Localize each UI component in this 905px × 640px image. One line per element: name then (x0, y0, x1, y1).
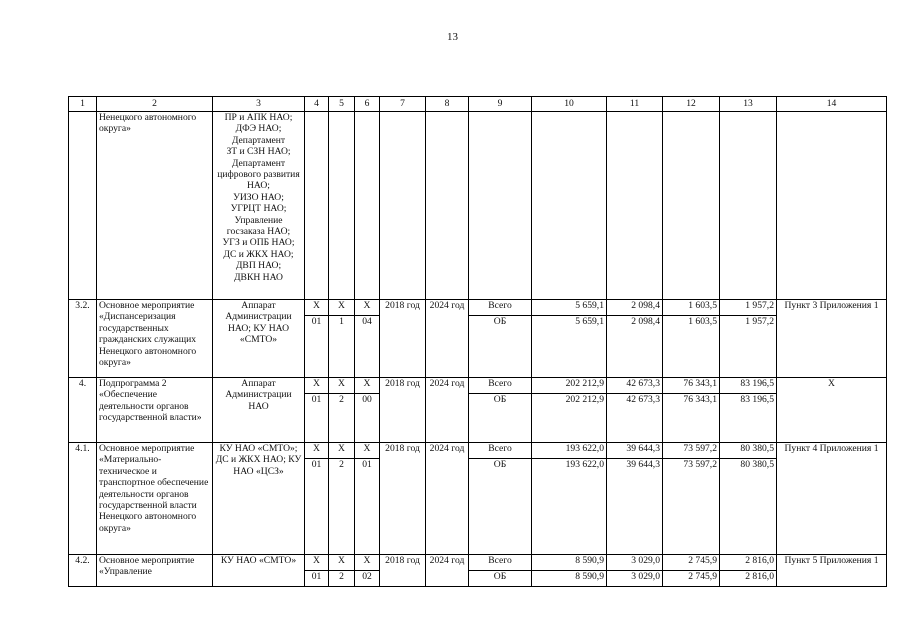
empty-cell (426, 112, 469, 300)
code-col-6: 01 (355, 459, 380, 555)
table-row (69, 443, 887, 459)
code-col-4: 01 (305, 571, 329, 587)
amount-year-3: 1 957,2 (720, 300, 777, 316)
responsible-line: Управление (234, 214, 283, 226)
responsible-cell (213, 112, 305, 300)
activity-name: Подпрограмма 2 «Обеспечение деятельности органов государственной власти» (97, 378, 213, 443)
amount-year-3: 83 196,5 (720, 394, 777, 443)
amount-year-3: 80 380,5 (720, 459, 777, 555)
amount-year-1: 2 098,4 (607, 316, 663, 378)
end-year: 2024 год (426, 555, 469, 587)
page-number: 13 (447, 31, 458, 43)
amount-year-2: 2 745,9 (663, 555, 720, 571)
continuation-row (69, 112, 887, 300)
amount-year-2: 76 343,1 (663, 378, 720, 394)
amount-total: 193 622,0 (532, 443, 607, 459)
amount-year-2: 1 603,5 (663, 316, 720, 378)
responsible-line: УГЗ и ОПБ НАО; (222, 237, 295, 249)
responsible-line: УГРЦТ НАО; (230, 203, 287, 215)
header-cell: 2 (97, 97, 213, 112)
amount-year-1: 39 644,3 (607, 443, 663, 459)
amount-year-1: 42 673,3 (607, 378, 663, 394)
code-col-5: X (329, 300, 355, 316)
header-row (69, 97, 887, 112)
start-year: 2018 год (380, 300, 426, 378)
amount-year-1: 2 098,4 (607, 300, 663, 316)
header-cell: 5 (329, 97, 355, 112)
code-col-6: X (355, 300, 380, 316)
amount-total: 8 590,9 (532, 555, 607, 571)
amount-year-1: 42 673,3 (607, 394, 663, 443)
responsible-executor: Аппарат Администрации НАО (213, 378, 305, 443)
amount-total: 8 590,9 (532, 571, 607, 587)
num-cell (69, 112, 97, 300)
row-number: 4. (69, 378, 97, 443)
empty-cell (663, 112, 720, 300)
code-col-5: 2 (329, 571, 355, 587)
amount-year-2: 1 603,5 (663, 300, 720, 316)
row-number: 4.2. (69, 555, 97, 587)
table-row (69, 378, 887, 394)
header-cell: 11 (607, 97, 663, 112)
amount-year-2: 2 745,9 (663, 571, 720, 587)
responsible-line: ДС и ЖКХ НАО; (223, 248, 294, 260)
empty-cell (469, 112, 532, 300)
note-reference: Пункт 3 Приложения 1 (777, 300, 887, 378)
code-col-4: 01 (305, 316, 329, 378)
responsible-line: НАО; (247, 180, 270, 192)
empty-cell (305, 112, 329, 300)
code-col-6: 02 (355, 571, 380, 587)
end-year: 2024 год (426, 378, 469, 443)
code-col-5: 1 (329, 316, 355, 378)
header-cell: 1 (69, 97, 97, 112)
start-year: 2018 год (380, 555, 426, 587)
responsible-line: ПР и АПК НАО; (224, 112, 293, 123)
table-row (69, 300, 887, 316)
amount-year-2: 76 343,1 (663, 394, 720, 443)
header-cell: 8 (426, 97, 469, 112)
responsible-line: цифрового развития (217, 169, 300, 181)
header-cell: 14 (777, 97, 887, 112)
responsible-line: УИЗО НАО; (233, 191, 284, 203)
amount-year-1: 39 644,3 (607, 459, 663, 555)
amount-total: 193 622,0 (532, 459, 607, 555)
amount-year-3: 80 380,5 (720, 443, 777, 459)
empty-cell (380, 112, 426, 300)
funding-source: Всего (469, 378, 532, 394)
empty-cell (355, 112, 380, 300)
funding-source: ОБ (469, 571, 532, 587)
header-cell: 7 (380, 97, 426, 112)
funding-source: ОБ (469, 316, 532, 378)
name-cell: Ненецкого автономного округа» (97, 112, 213, 300)
code-col-6: 04 (355, 316, 380, 378)
amount-year-1: 3 029,0 (607, 571, 663, 587)
end-year: 2024 год (426, 300, 469, 378)
code-col-6: X (355, 378, 380, 394)
amount-total: 202 212,9 (532, 378, 607, 394)
start-year: 2018 год (380, 443, 426, 555)
code-col-5: X (329, 443, 355, 459)
code-col-6: X (355, 443, 380, 459)
program-table (68, 96, 887, 587)
responsible-executor: Аппарат Администрации НАО; КУ НАО «СМТО» (213, 300, 305, 378)
activity-name: Основное мероприятие «Управление (97, 555, 213, 587)
code-col-5: X (329, 555, 355, 571)
start-year: 2018 год (380, 378, 426, 443)
end-year: 2024 год (426, 443, 469, 555)
note-reference: X (777, 378, 887, 443)
funding-source: Всего (469, 300, 532, 316)
code-col-5: 2 (329, 459, 355, 555)
row-number: 3.2. (69, 300, 97, 378)
empty-cell (532, 112, 607, 300)
funding-source: ОБ (469, 459, 532, 555)
code-col-4: X (305, 300, 329, 316)
responsible-line: Департамент (231, 134, 286, 146)
funding-source: Всего (469, 555, 532, 571)
header-cell: 3 (213, 97, 305, 112)
code-col-4: X (305, 378, 329, 394)
empty-cell (720, 112, 777, 300)
note-reference: Пункт 5 Приложения 1 (777, 555, 887, 587)
header-cell: 10 (532, 97, 607, 112)
header-cell: 9 (469, 97, 532, 112)
code-col-4: 01 (305, 459, 329, 555)
empty-cell (329, 112, 355, 300)
table-row (69, 555, 887, 571)
amount-year-2: 73 597,2 (663, 443, 720, 459)
empty-cell (607, 112, 663, 300)
note-reference: Пункт 4 Приложения 1 (777, 443, 887, 555)
code-col-5: 2 (329, 394, 355, 443)
code-col-6: X (355, 555, 380, 571)
header-cell: 12 (663, 97, 720, 112)
amount-year-3: 2 816,0 (720, 571, 777, 587)
header-cell: 13 (720, 97, 777, 112)
responsible-line: ДВКН НАО (234, 271, 283, 283)
amount-year-3: 83 196,5 (720, 378, 777, 394)
amount-year-2: 73 597,2 (663, 459, 720, 555)
amount-total: 5 659,1 (532, 316, 607, 378)
code-col-4: X (305, 443, 329, 459)
activity-name: Основное мероприятие «Диспансеризация государственных гражданских служащих Ненецкого автономного округа» (97, 300, 213, 378)
code-col-5: X (329, 378, 355, 394)
amount-total: 5 659,1 (532, 300, 607, 316)
responsible-line: госзаказа НАО; (226, 226, 291, 238)
responsible-executor: КУ НАО «СМТО» (213, 555, 305, 587)
amount-year-1: 3 029,0 (607, 555, 663, 571)
row-number: 4.1. (69, 443, 97, 555)
amount-year-3: 2 816,0 (720, 555, 777, 571)
responsible-line: ДФЭ НАО; (235, 123, 282, 135)
empty-cell (777, 112, 887, 300)
responsible-line: ДВП НАО; (235, 260, 282, 272)
code-col-6: 00 (355, 394, 380, 443)
responsible-executor: КУ НАО «СМТО»; ДС и ЖКХ НАО; КУ НАО «ЦСЗ» (213, 443, 305, 555)
responsible-line: Департамент (231, 157, 286, 169)
code-col-4: 01 (305, 394, 329, 443)
activity-name: Основное мероприятие «Материально-техническое и транспортное обеспечение деятельности органов государственной власти Ненецкого автономного округа» (97, 443, 213, 555)
header-cell: 6 (355, 97, 380, 112)
amount-year-3: 1 957,2 (720, 316, 777, 378)
responsible-line: ЗТ и СЗН НАО; (226, 146, 291, 158)
funding-source: Всего (469, 443, 532, 459)
funding-source: ОБ (469, 394, 532, 443)
amount-total: 202 212,9 (532, 394, 607, 443)
code-col-4: X (305, 555, 329, 571)
header-cell: 4 (305, 97, 329, 112)
